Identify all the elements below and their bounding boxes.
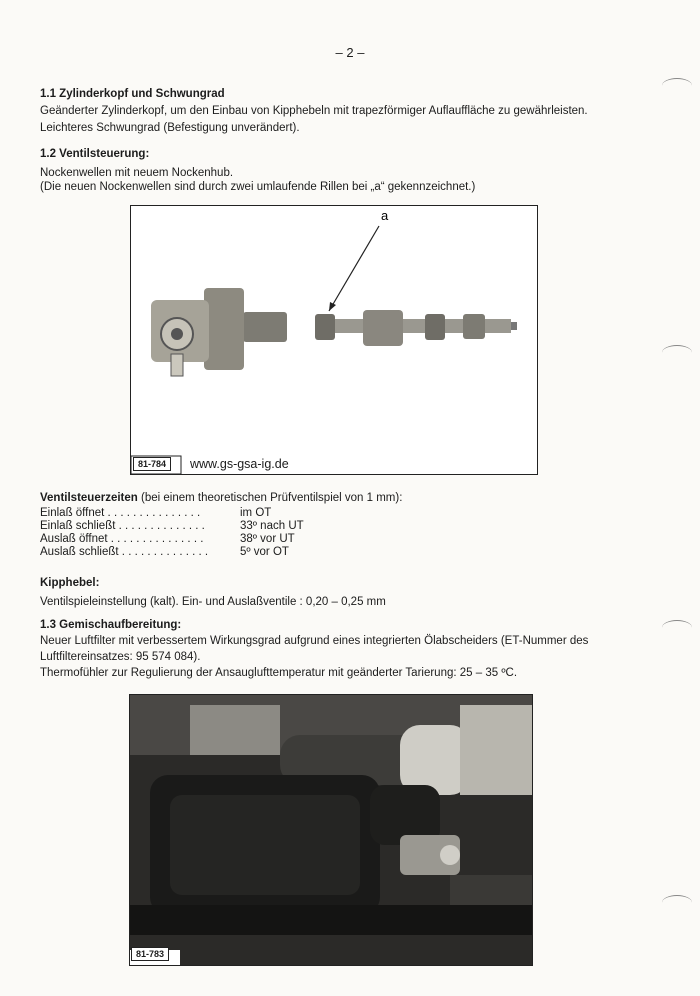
- timing-value: im OT: [240, 507, 272, 519]
- camshaft-figure: [130, 205, 538, 475]
- timing-heading-line: [40, 490, 665, 507]
- figure-label: 81-784: [133, 457, 171, 471]
- section-heading: 1.3 Gemischaufbereitung:: [40, 619, 182, 631]
- section-gemischaufbereitung: [40, 617, 665, 681]
- website-url: www.gs-gsa-ig.de: [190, 457, 289, 471]
- timing-label: Auslaß öffnet . . . . . . . . . . . . . . .: [40, 533, 204, 545]
- section-zylinderkopf: [40, 86, 665, 137]
- camshaft-photo: [131, 206, 537, 474]
- timing-value: 5º vor OT: [240, 546, 289, 558]
- punch-mark: [662, 620, 692, 635]
- timing-heading: Ventilsteuerzeiten: [40, 492, 138, 504]
- section-heading: 1.1 Zylinderkopf und Schwungrad: [40, 88, 225, 100]
- timing-table: [40, 507, 304, 559]
- body-text: Ventilspieleinstellung (kalt). Ein- und Auslaßventile : 0,20 – 0,25 mm: [40, 596, 386, 608]
- timing-label: Einlaß öffnet . . . . . . . . . . . . . . .: [40, 507, 201, 519]
- body-text: Neuer Luftfilter mit verbessertem Wirkungsgrad aufgrund eines integrierten Ölabscheiders (ET-Nummer des Luftfiltereinsatzes: 95 574 084).: [40, 635, 589, 663]
- section-heading: 1.2 Ventilsteuerung:: [40, 148, 150, 160]
- section-heading: Kipphebel:: [40, 577, 100, 589]
- timing-row: [40, 546, 304, 559]
- punch-mark: [662, 345, 692, 360]
- timing-value: 33º nach UT: [240, 520, 304, 532]
- body-text: Thermofühler zur Regulierung der Ansauglufttemperatur mit geänderter Tarierung: 25 – 35 ºC.: [40, 667, 518, 679]
- section-kipphebel: [40, 575, 665, 611]
- airfilter-figure: [129, 694, 533, 966]
- timing-heading-note: (bei einem theoretischen Prüfventilspiel von 1 mm):: [137, 492, 403, 504]
- page-number: – 2 –: [335, 45, 365, 60]
- callout-letter: a: [381, 208, 389, 223]
- timing-label: Einlaß schließt . . . . . . . . . . . . . .: [40, 520, 205, 532]
- engine-bay-photo: [130, 695, 532, 965]
- timing-row: [40, 520, 304, 533]
- body-text: Leichteres Schwungrad (Befestigung unverändert).: [40, 122, 300, 134]
- timing-label: Auslaß schließt . . . . . . . . . . . . . .: [40, 546, 209, 558]
- punch-mark: [662, 78, 692, 93]
- body-text: (Die neuen Nockenwellen sind durch zwei umlaufende Rillen bei „a“ gekennzeichnet.): [40, 181, 476, 193]
- section-ventilsteuerung: [40, 147, 665, 194]
- body-text: Geänderter Zylinderkopf, um den Einbau von Kipphebeln mit trapezförmiger Auflauffläche zu gewährleisten.: [40, 105, 588, 117]
- body-text: Nockenwellen mit neuem Nockenhub.: [40, 167, 234, 179]
- figure-label: 81-783: [131, 947, 169, 961]
- timing-row: [40, 507, 304, 520]
- timing-value: 38º vor UT: [240, 533, 295, 545]
- punch-mark: [662, 895, 692, 910]
- timing-row: [40, 533, 304, 546]
